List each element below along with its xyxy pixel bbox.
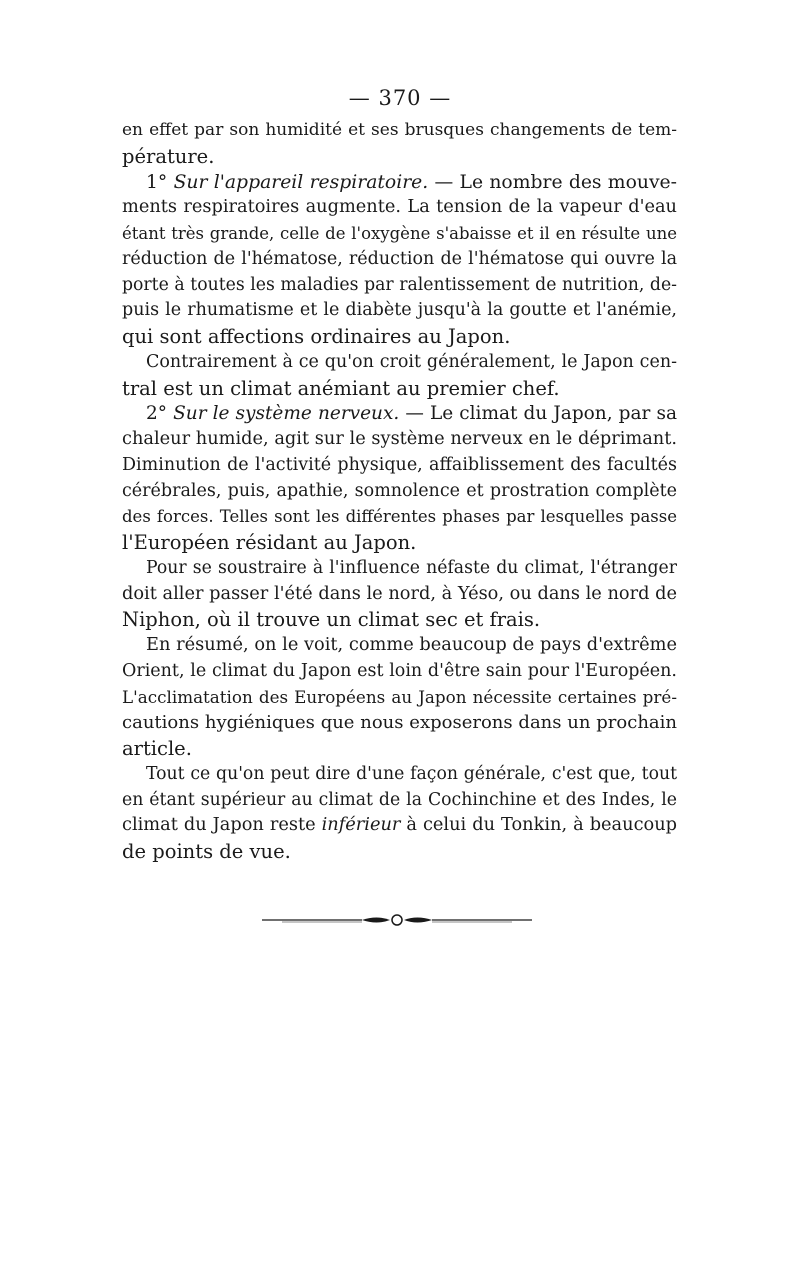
text-segment: en étant supérieur au climat de la Cochinchine et des Indes, le: [122, 789, 677, 810]
text-line: [122, 659, 677, 685]
text-segment: pérature.: [122, 144, 215, 168]
text-segment: des forces. Telles sont les différentes phases par lesquelles passe: [122, 507, 677, 527]
text-line: [122, 813, 677, 839]
end-ornament-divider: [262, 912, 532, 928]
text-line: [122, 221, 677, 247]
text-segment: article.: [122, 737, 192, 760]
text-segment: Tout ce qu'on peut dire d'une façon générale, c'est que, tout: [146, 763, 677, 784]
text-line: [122, 376, 677, 402]
text-segment: tral est un climat anémiant au premier chef.: [122, 376, 560, 400]
text-line: [122, 453, 677, 479]
body-text: [122, 118, 677, 865]
text-line: [122, 118, 677, 144]
text-line: [122, 530, 677, 556]
text-segment: — Le nombre des mouve-: [428, 171, 677, 193]
text-line: [122, 607, 677, 633]
text-line: [122, 504, 677, 530]
text-segment: climat du Japon reste: [122, 815, 322, 836]
text-segment: cérébrales, puis, apathie, somnolence et prostration complète: [122, 480, 677, 501]
text-line: [122, 710, 677, 736]
page-number: — 370 —: [348, 86, 452, 110]
text-segment: Orient, le climat du Japon est loin d'être sain pour l'Européen.: [122, 660, 677, 681]
text-segment: cautions hygiéniques que nous exposerons dans un prochain: [122, 712, 677, 734]
text-segment: de points de vue.: [122, 840, 291, 863]
text-line: [122, 170, 677, 196]
text-line: [122, 633, 677, 659]
text-segment: Pour se soustraire à l'influence néfaste du climat, l'étranger: [146, 557, 677, 578]
text-segment: chaleur humide, agit sur le système nerveux en le déprimant.: [122, 429, 677, 449]
text-segment: étant très grande, celle de l'oxygène s'abaisse et il en résulte une: [122, 224, 677, 243]
text-segment: ments respiratoires augmente. La tension de la vapeur d'eau: [122, 197, 677, 218]
text-segment: 1°: [146, 171, 174, 193]
text-line: [122, 247, 677, 273]
text-segment: L'acclimatation des Européens au Japon nécessite certaines pré-: [122, 686, 677, 707]
italic-text: Sur le système nerveux.: [173, 403, 400, 425]
text-line: [122, 401, 677, 427]
text-line: [122, 762, 677, 788]
text-segment: — Le climat du Japon, par sa: [399, 403, 677, 425]
text-line: [122, 324, 677, 350]
text-segment: doit aller passer l'été dans le nord, à Yéso, ou dans le nord de: [122, 583, 677, 604]
text-line: [122, 839, 677, 865]
text-segment: 2°: [146, 403, 174, 425]
text-line: [122, 685, 677, 711]
text-line: [122, 350, 677, 376]
text-segment: Diminution de l'activité physique, affaiblissement des facultés: [122, 454, 677, 475]
text-line: [122, 556, 677, 582]
italic-text: Sur l'appareil respiratoire.: [173, 171, 429, 193]
text-line: [122, 298, 677, 324]
text-segment: Niphon, où il trouve un climat sec et frais.: [122, 608, 541, 632]
text-segment: Contrairement à ce qu'on croit généralement, le Japon cen-: [146, 351, 677, 372]
text-segment: puis le rhumatisme et le diabète jusqu'à la goutte et l'anémie,: [122, 300, 677, 321]
text-segment: qui sont affections ordinaires au Japon.: [122, 325, 511, 348]
italic-text: inférieur: [321, 815, 401, 836]
text-line: [122, 195, 677, 221]
text-line: [122, 788, 677, 814]
text-line: [122, 144, 677, 170]
text-segment: réduction de l'hématose, réduction de l'hématose qui ouvre la: [122, 248, 677, 269]
text-line: [122, 427, 677, 453]
text-segment: porte à toutes les maladies par ralentissement de nutrition, de-: [122, 274, 677, 295]
text-segment: en effet par son humidité et ses brusques changements de tem-: [122, 120, 677, 140]
text-line: [122, 479, 677, 505]
text-line: [122, 582, 677, 608]
text-segment: l'Européen résidant au Japon.: [122, 531, 417, 554]
text-line: [122, 273, 677, 299]
text-segment: En résumé, on le voit, comme beaucoup de pays d'extrême: [146, 635, 677, 655]
text-line: [122, 736, 677, 762]
text-segment: à celui du Tonkin, à beaucoup: [400, 815, 677, 836]
